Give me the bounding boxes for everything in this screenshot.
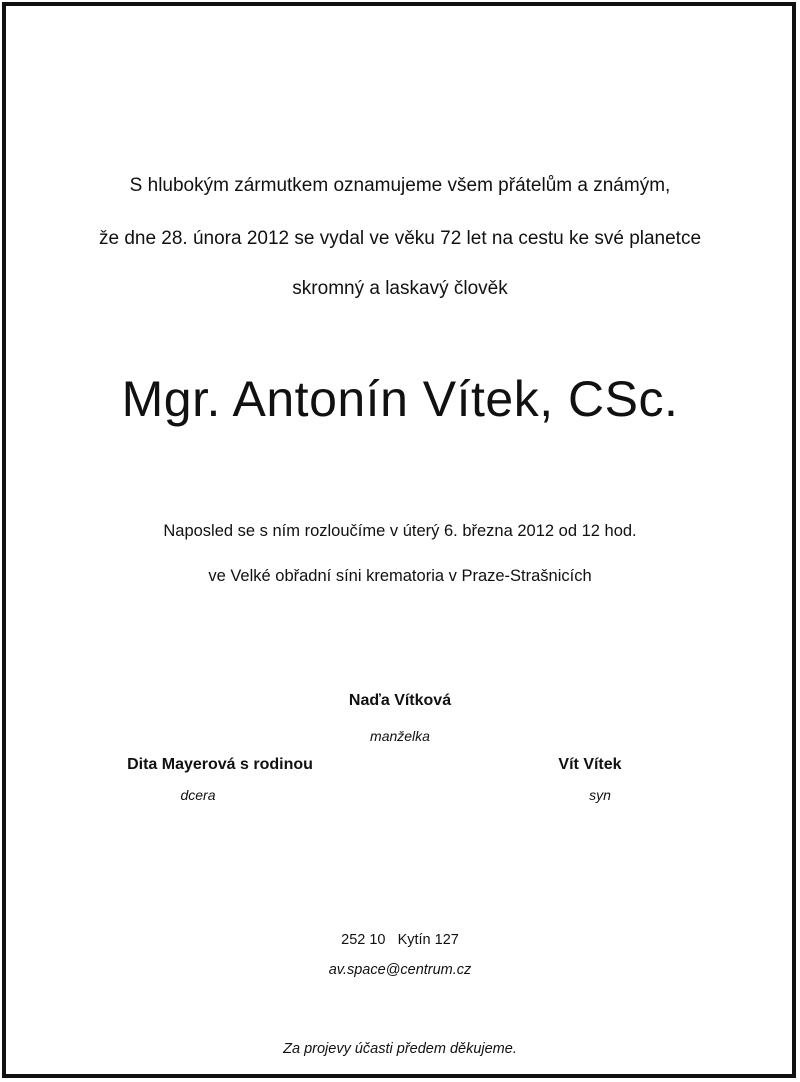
contact-email: av.space@centrum.cz: [328, 962, 472, 978]
deceased-name: Mgr. Antonín Vítek, CSc.: [121, 371, 679, 427]
ceremony-line-1: Naposled se s ním rozloučíme v úterý 6. března 2012 od 12 hod.: [163, 522, 637, 540]
mourner-daughter-relation: dcera: [180, 787, 216, 803]
mourner-spouse: [300, 692, 500, 710]
mourner-son-relation: syn: [589, 787, 611, 803]
mourner-daughter-name: Dita Mayerová s rodinou: [127, 756, 313, 773]
mourner-daughter-relation-block: [148, 787, 248, 803]
contact-address: 252 10 Kytín 127: [341, 932, 459, 948]
mourner-son: [530, 756, 650, 774]
announcement-line-2: že dne 28. února 2012 se vydal ve věku 72 let na cestu ke své planetce: [98, 228, 702, 249]
announcement-line-3: skromný a laskavý člověk: [292, 278, 508, 299]
mourner-spouse-name: Naďa Vítková: [348, 692, 452, 709]
mourner-daughter: [90, 756, 350, 774]
closing-thanks: Za projevy účasti předem děkujeme.: [283, 1041, 517, 1057]
announcement-line-1: S hlubokým zármutkem oznamujeme všem přátelům a známým,: [129, 175, 671, 196]
mourner-spouse-relation-block: [300, 728, 500, 744]
mourner-son-name: Vít Vítek: [558, 756, 622, 773]
mourner-son-relation-block: [550, 787, 650, 803]
ceremony-line-2: ve Velké obřadní síni krematoria v Praze-Strašnicích: [208, 567, 592, 585]
mourner-spouse-relation: manželka: [370, 728, 430, 744]
